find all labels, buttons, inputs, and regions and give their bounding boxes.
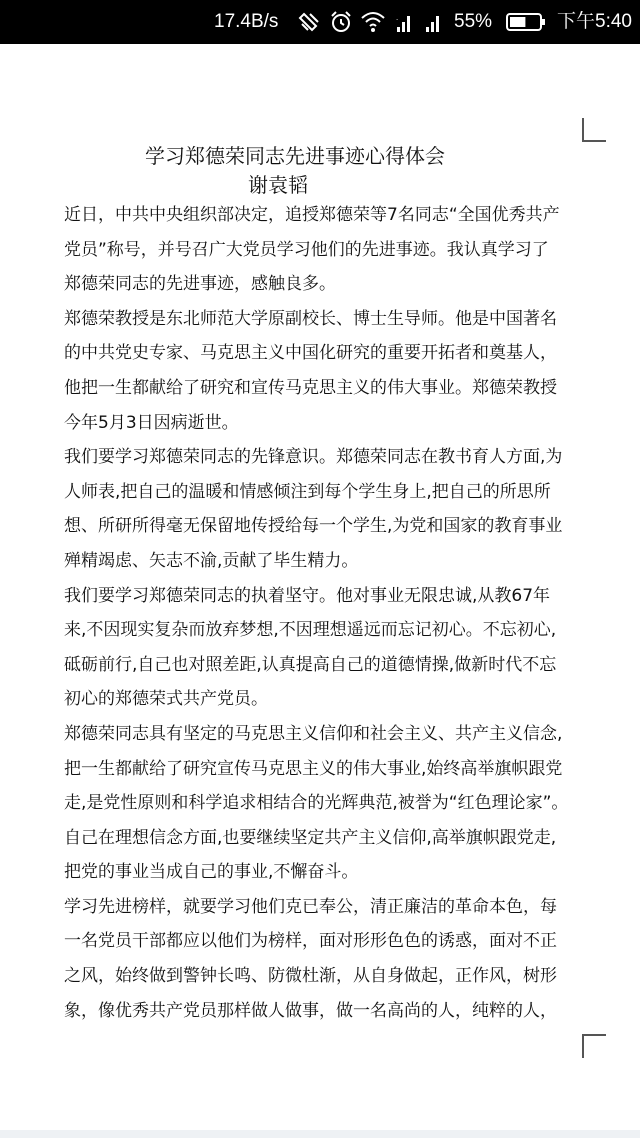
text-line: 郑德荣教授是东北师范大学原副校长、博士生导师。他是中国著名: [64, 308, 557, 329]
wifi-icon: [360, 10, 386, 34]
battery-icon: [506, 12, 546, 32]
page-corner-mark-bottom: [582, 1034, 606, 1058]
svg-text:.: .: [396, 13, 399, 22]
text-line: 初心的郑德荣式共产党员。: [64, 689, 268, 710]
text-line: 把党的事业当成自己的事业,不懈奋斗。: [64, 862, 359, 883]
text-line: 自己在理想信念方面,也要继续坚定共产主义信仰,高举旗帜跟党走,: [64, 827, 557, 848]
text-line: 把一生都献给了研究宣传马克思主义的伟大事业,始终高举旗帜跟党: [64, 758, 563, 779]
text-line: 我们要学习郑德荣同志的先锋意识。郑德荣同志在教书育人方面,为: [64, 447, 563, 468]
text-line: 来,不因现实复杂而放弃梦想,不因理想遥远而忘记初心。不忘初心,: [64, 620, 557, 641]
text-line: 他把一生都献给了研究和宣传马克思主义的伟大事业。郑德荣教授: [64, 377, 557, 398]
page-corner-mark-top: [582, 118, 606, 142]
text-line: 的中共党史专家、马克思主义中国化研究的重要开拓者和奠基人，: [64, 343, 557, 364]
text-line: 郑德荣同志的先进事迹，感触良多。: [64, 274, 336, 295]
clock-time: 下午5:40: [557, 11, 632, 32]
text-line: 近日，中共中央组织部决定，追授郑德荣等7名同志“全国优秀共产: [64, 205, 560, 225]
network-speed: 17.4B/s: [214, 11, 279, 32]
signal-icon: [396, 10, 414, 34]
text-line: 走,是党性原则和科学追求相结合的光辉典范,被誉为“红色理论家”。: [64, 793, 569, 814]
document-author: 谢袁韬: [248, 173, 308, 197]
status-bar: [0, 0, 640, 44]
text-line: 象，像优秀共产党员那样做人做事，做一名高尚的人，纯粹的人，: [64, 1000, 557, 1021]
text-line: 党员”称号，并号召广大党员学习他们的先进事迹。我认真学习了: [64, 239, 549, 260]
text-line: 砥砺前行,自己也对照差距,认真提高自己的道德情操,做新时代不忘: [64, 654, 557, 675]
text-line: 今年5月3日因病逝世。: [64, 412, 239, 433]
text-line: 学习先进榜样，就要学习他们克已奉公，清正廉洁的革命本色，每: [64, 896, 557, 917]
document-body: [64, 198, 584, 1028]
text-line: 人师表,把自己的温暖和情感倾注到每个学生身上,把自己的所思所: [64, 481, 551, 502]
text-line: 之风，始终做到警钟长鸣、防微杜渐，从自身做起，正作风，树形: [64, 966, 557, 987]
battery-percent: 55%: [454, 11, 493, 32]
document-title: 学习郑德荣同志先进事迹心得体会: [145, 144, 445, 168]
document-page: [0, 44, 640, 1130]
text-line: 我们要学习郑德荣同志的执着坚守。他对事业无限忠诚,从教67年: [64, 585, 551, 606]
text-line: 一名党员干部都应以他们为榜样，面对形形色色的诱惑，面对不正: [64, 931, 557, 952]
bottom-edge: [0, 1130, 640, 1138]
alarm-icon: [329, 10, 353, 34]
vibrate-icon: [298, 10, 322, 34]
text-line: 殚精竭虑、矢志不渝,贡献了毕生精力。: [64, 550, 359, 571]
signal-icon: [425, 10, 443, 34]
text-line: 郑德荣同志具有坚定的马克思主义信仰和社会主义、共产主义信念,: [64, 723, 563, 744]
text-line: 想、所研所得毫无保留地传授给每一个学生,为党和国家的教育事业: [64, 516, 563, 537]
